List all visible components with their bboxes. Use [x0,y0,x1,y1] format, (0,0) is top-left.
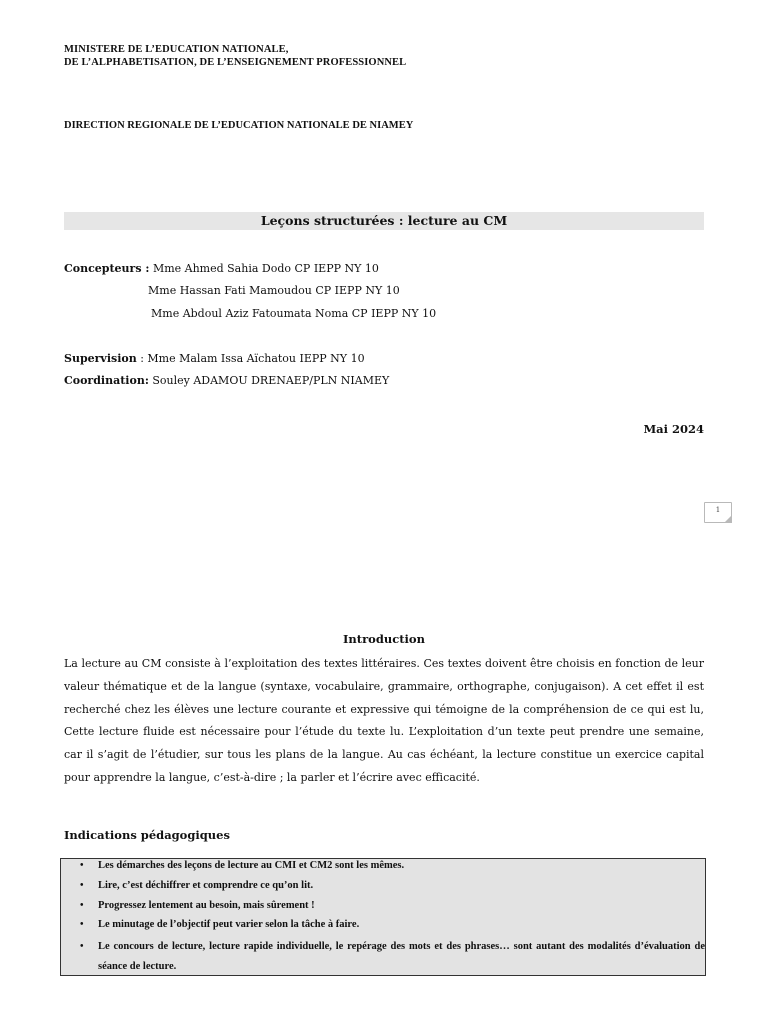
concepteur-row-1 [64,262,379,276]
concepteur-row-3: Mme Abdoul Aziz Fatoumata Noma CP IEPP NY 10 [151,307,437,320]
supervision-label: Supervision [64,352,137,365]
coordination-row [64,374,389,388]
supervision-row [64,352,365,366]
document-date: Mai 2024 [643,422,704,436]
list-item-text: Le minutage de l’objectif peut varier selon la tâche à faire. [98,919,360,930]
bullet-icon: • [80,919,84,930]
introduction-text: La lecture au CM consiste à l’exploitation des textes littéraires. Ces textes doivent être choisis en fonction de leur valeur thématique et de la langue (syntaxe, vocabulaire, grammaire, orthographe, conjugaison). A cet effet il est recherché chez les élèves une lecture courante et expressive qui témoigne de la compréhension de ce qui est lu, Cette lecture fluide est nécessaire pour l’étude du texte lu. L’exploitation d’un texte peut prendre une semaine, car il s’agit de l’étudier, sur tous les plans de la langue. Au cas échéant, la lecture constitue un exercice capital pour apprendre la langue, c’est-à-dire ; la parler et l’écrire avec efficacité. [64,657,704,784]
list-item-text: Lire, c’est déchiffrer et comprendre ce qu’on lit. [98,880,314,891]
bullet-icon: • [80,900,84,911]
ministry-line-2: DE L’ALPHABETISATION, DE L’ENSEIGNEMENT PROFESSIONNEL [64,56,407,68]
list-item-text: Le concours de lecture, lecture rapide individuelle, le repérage des mots et des phrases… sont autant des modalités d’évaluation de séance de lecture. [98,941,705,972]
bullet-icon: • [80,941,84,952]
ministry-line-1: MINISTERE DE L’EDUCATION NATIONALE, [64,44,289,55]
list-item [80,876,705,896]
bullet-icon: • [80,860,84,871]
document-title: Leçons structurées : lecture au CM [64,212,704,230]
coordination-label: Coordination: [64,374,149,387]
concepteur-name: Mme Ahmed Sahia Dodo CP IEPP NY 10 [152,262,379,275]
list-item [80,896,705,916]
list-item [80,856,705,876]
indications-title: Indications pédagogiques [64,828,230,842]
concepteur-row-2: Mme Hassan Fati Mamoudou CP IEPP NY 10 [148,284,400,297]
list-item [80,915,705,935]
regional-direction: DIRECTION REGIONALE DE L’EDUCATION NATIONALE DE NIAMEY [64,120,414,131]
supervision-value: : Mme Malam Issa Aïchatou IEPP NY 10 [136,352,365,365]
page-number-tab [704,502,732,523]
list-item-text: Les démarches des leçons de lecture au CMI et CM2 sont les mêmes. [98,860,405,871]
introduction-title: Introduction [343,632,425,646]
page-number: 1 [715,506,721,514]
ministry-header [64,44,406,69]
list-item-text: Progressez lentement au besoin, mais sûrement ! [98,900,315,911]
coordination-value: Souley ADAMOU DRENAEP/PLN NIAMEY [148,374,390,387]
concepteurs-label: Concepteurs : [64,262,150,275]
indications-box [60,858,706,976]
bullet-icon: • [80,880,84,891]
list-item [80,937,705,977]
